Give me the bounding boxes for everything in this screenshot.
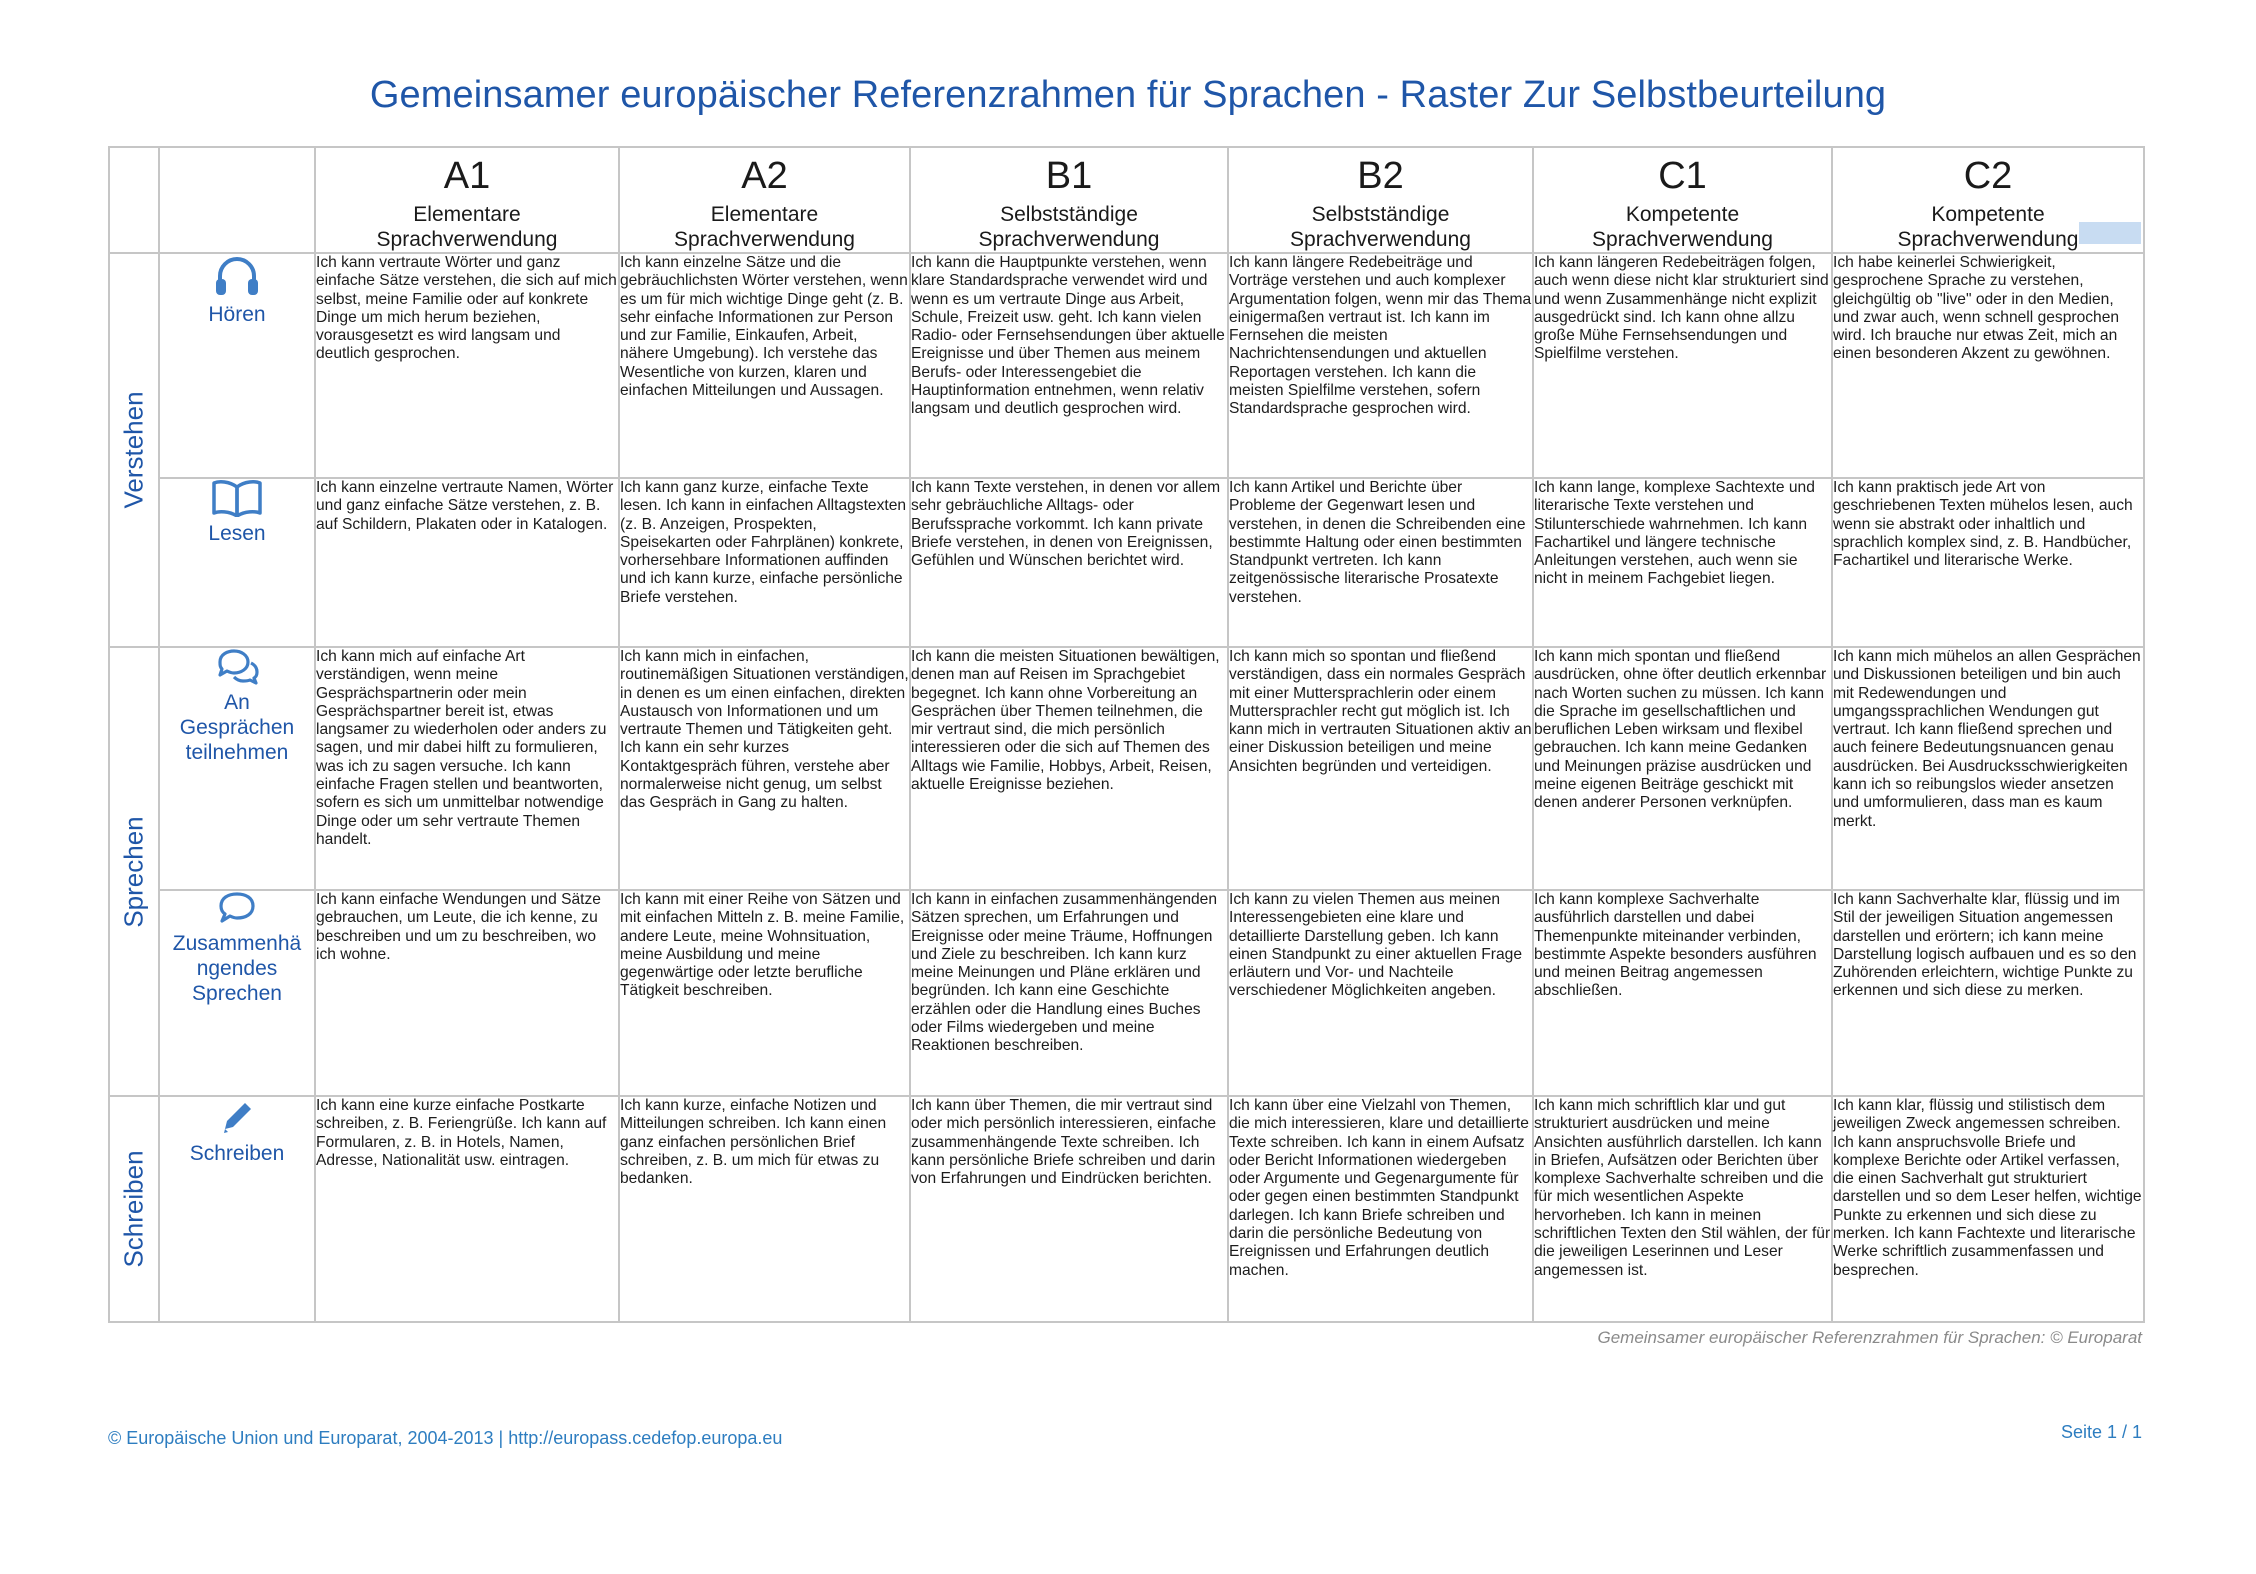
desc-gespraech-a2: Ich kann mich in einfachen, routinemäßigen Situationen verständigen, in denen es um einen einfachen, direkten Austausch von Informationen und um vertraute Themen und Tätigkeiten geht. Ich kann ein sehr kurzes Kontaktgespräch führen, verstehe aber normalerweise nicht genug, um selbst das Gespräch in Gang zu halten. bbox=[619, 647, 910, 890]
skill-label: An Gesprächen teilnehmen bbox=[179, 691, 295, 764]
row-schreiben bbox=[109, 1096, 2144, 1322]
skill-lesen bbox=[159, 478, 315, 647]
desc-hoeren-a2: Ich kann einzelne Sätze und die gebräuchlichsten Wörter verstehen, wenn es um für mich wichtige Dinge geht (z. B. sehr einfache Informationen zur Person und zur Familie, Einkaufen, Arbeit, nähere Umgebung). Ich verstehe das Wesentliche von kurzen, klaren und einfachen Mitteilungen und Aussagen. bbox=[619, 253, 910, 478]
desc-hoeren-c1: Ich kann längeren Redebeiträgen folgen, auch wenn diese nicht klar strukturiert sind und wenn Zusammenhänge nicht explizit ausgedrückt sind. Ich kann ohne allzu große Mühe Fernsehsendungen und Spielfilme verstehen. bbox=[1533, 253, 1832, 478]
skill-label: Schreiben bbox=[189, 1142, 285, 1165]
desc-hoeren-b2: Ich kann längere Redebeiträge und Vorträge verstehen und auch komplexer Argumentation folgen, wenn mir das Thema einigermaßen vertraut ist. Ich kann im Fernsehen die meisten Nachrichtensendungen und aktuellen Reportagen verstehen. Ich kann die meisten Spielfilme verstehen, sofern Standardsprache gesprochen wird. bbox=[1228, 253, 1533, 478]
desc-gespraech-c1: Ich kann mich spontan und fließend ausdrücken, ohne öfter deutlich erkennbar nach Worten suchen zu müssen. Ich kann die Sprache im gesellschaftlichen und beruflichen Leben wirksam und flexibel gebrauchen. Ich kann meine Gedanken und Meinungen präzise ausdrücken und meine eigenen Beiträge geschickt mit denen anderer Personen verknüpfen. bbox=[1533, 647, 1832, 890]
skill-hoeren bbox=[159, 253, 315, 478]
page-title: Gemeinsamer europäischer Referenzrahmen für Sprachen - Raster Zur Selbstbeurteilung bbox=[369, 74, 1887, 116]
desc-lesen-a2: Ich kann ganz kurze, einfache Texte lesen. Ich kann in einfachen Alltagstexten (z. B. Anzeigen, Prospekten, Speisekarten oder Fahrplänen) konkrete, vorhersehbare Informationen auffinden und ich kann kurze, einfache persönliche Briefe verstehen. bbox=[619, 478, 910, 647]
page-number: Seite 1 / 1 bbox=[2060, 1422, 2142, 1442]
skill-gespraech bbox=[159, 647, 315, 890]
skill-label-line: Sprechen bbox=[192, 982, 282, 1005]
row-zusammen bbox=[109, 890, 2144, 1096]
desc-zusammen-b2: Ich kann zu vielen Themen aus meinen Interessengebieten eine klare und detaillierte Darstellung geben. Ich kann einen Standpunkt zu einer aktuellen Frage erläutern und Vor- und Nachteile verschiedener Möglichkeiten angeben. bbox=[1228, 890, 1533, 1096]
desc-schreiben-b2: Ich kann über eine Vielzahl von Themen, die mich interessieren, klare und detaillierte Texte schreiben. Ich kann in einem Aufsatz oder Bericht Informationen wiedergeben oder Argumente und Gegenargumente für oder gegen einen bestimmten Standpunkt darlegen. Ich kann Briefe schreiben und darin die persönliche Bedeutung von Ereignissen und Erfahrungen deutlich machen. bbox=[1228, 1096, 1533, 1322]
desc-lesen-b2: Ich kann Artikel und Berichte über Probleme der Gegenwart lesen und verstehen, in denen die Schreibenden eine bestimmte Haltung oder einen bestimmten Standpunkt vertreten. Ich kann zeitgenössische literarische Prosatexte verstehen. bbox=[1228, 478, 1533, 647]
self-assessment-grid bbox=[108, 146, 2145, 1323]
selection-highlight bbox=[2079, 222, 2141, 244]
header-row bbox=[109, 147, 2144, 253]
desc-lesen-c1: Ich kann lange, komplexe Sachtexte und literarische Texte verstehen und Stilunterschiede wahrnehmen. Ich kann Fachartikel und längere technische Anleitungen verstehen, auch wenn sie nicht in meinem Fachgebiet liegen. bbox=[1533, 478, 1832, 647]
level-header-a2: A2 Elementare Sprachverwendung bbox=[619, 147, 910, 253]
copyright-note: Gemeinsamer europäischer Referenzrahmen für Sprachen: © Europarat bbox=[1597, 1328, 2142, 1347]
group-sprechen: Sprechen bbox=[109, 647, 159, 1096]
desc-zusammen-a1: Ich kann einfache Wendungen und Sätze gebrauchen, um Leute, die ich kenne, zu beschreiben und um zu beschreiben, wo ich wohne. bbox=[315, 890, 619, 1096]
chat-bubbles-icon bbox=[214, 648, 260, 686]
skill-label: Hören bbox=[208, 303, 266, 326]
skill-schreiben bbox=[159, 1096, 315, 1322]
skill-zusammen bbox=[159, 890, 315, 1096]
row-hoeren bbox=[109, 253, 2144, 478]
headphones-icon bbox=[212, 254, 262, 298]
desc-gespraech-b1: Ich kann die meisten Situationen bewältigen, denen man auf Reisen im Sprachgebiet begegnet. Ich kann ohne Vorbereitung an Gesprächen über Themen teilnehmen, die mir vertraut sind, die mich persönlich interessieren oder die sich auf Themen des Alltags wie Familie, Hobbys, Arbeit, Reisen, aktuelle Ereignisse beziehen. bbox=[910, 647, 1228, 890]
desc-schreiben-a1: Ich kann eine kurze einfache Postkarte schreiben, z. B. Feriengrüße. Ich kann auf Formularen, z. B. in Hotels, Namen, Adresse, Nationalität usw. eintragen. bbox=[315, 1096, 619, 1322]
open-book-icon bbox=[211, 479, 263, 517]
row-lesen bbox=[109, 478, 2144, 647]
desc-schreiben-b1: Ich kann über Themen, die mir vertraut sind oder mich persönlich interessieren, einfache zusammenhängende Texte schreiben. Ich kann persönliche Briefe schreiben und darin von Erfahrungen und Eindrücken berichten. bbox=[910, 1096, 1228, 1322]
skill-label-line: ngendes bbox=[196, 957, 278, 980]
desc-zusammen-b1: Ich kann in einfachen zusammenhängenden Sätzen sprechen, um Erfahrungen und Ereignisse oder meine Träume, Hoffnungen und Ziele zu beschreiben. Ich kann kurz meine Meinungen und Pläne erklären und begründen. Ich kann eine Geschichte erzählen oder die Handlung eines Buches oder Films wiedergeben und meine Reaktionen beschreiben. bbox=[910, 890, 1228, 1096]
level-header-c1: C1 Kompetente Sprachverwendung bbox=[1533, 147, 1832, 253]
desc-hoeren-a1: Ich kann vertraute Wörter und ganz einfache Sätze verstehen, die sich auf mich selbst, meine Familie oder auf konkrete Dinge um mich herum beziehen, vorausgesetzt es wird langsam und deutlich gesprochen. bbox=[315, 253, 619, 478]
desc-schreiben-c1: Ich kann mich schriftlich klar und gut strukturiert ausdrücken und meine Ansichten ausführlich darstellen. Ich kann in Briefen, Aufsätzen oder Berichten über komplexe Sachverhalte schreiben und die für mich wesentlichen Aspekte hervorheben. Ich kann in meinen schriftlichen Texten den Stil wählen, der für die jeweiligen Leserinnen und Leser angemessen ist. bbox=[1533, 1096, 1832, 1322]
group-schreiben: Schreiben bbox=[109, 1096, 159, 1322]
level-header-c2: C2 Kompetente Sprachverwendung bbox=[1832, 147, 2144, 253]
desc-lesen-c2: Ich kann praktisch jede Art von geschriebenen Texten mühelos lesen, auch wenn sie abstrakt oder inhaltlich und sprachlich komplex sind, z. B. Handbücher, Fachartikel und literarische Werke. bbox=[1832, 478, 2144, 647]
desc-hoeren-c2: Ich habe keinerlei Schwierigkeit, gesprochene Sprache zu verstehen, gleichgültig ob "live" oder in den Medien, und zwar auch, wenn schnell gesprochen wird. Ich brauche nur etwas Zeit, mich an einen besonderen Akzent zu gewöhnen. bbox=[1832, 253, 2144, 478]
desc-zusammen-c2: Ich kann Sachverhalte klar, flüssig und im Stil der jeweiligen Situation angemessen darstellen und erörtern; ich kann meine Darstellung logisch aufbauen und es so den Zuhörenden erleichtern, wichtige Punkte zu erkennen und sich diese zu merken. bbox=[1832, 890, 2144, 1096]
skill-label-line: Zusammenhä bbox=[172, 932, 302, 955]
desc-lesen-b1: Ich kann Texte verstehen, in denen vor allem sehr gebräuchliche Alltags- oder Berufssprache vorkommt. Ich kann private Briefe verstehen, in denen von Ereignissen, Gefühlen und Wünschen berichtet wird. bbox=[910, 478, 1228, 647]
speech-bubble-icon bbox=[216, 891, 258, 927]
header-corner-empty bbox=[109, 147, 159, 253]
row-gespraech bbox=[109, 647, 2144, 890]
header-skill-empty bbox=[159, 147, 315, 253]
desc-zusammen-a2: Ich kann mit einer Reihe von Sätzen und mit einfachen Mitteln z. B. meine Familie, andere Leute, meine Wohnsituation, meine Ausbildung und meine gegenwärtige oder letzte berufliche Tätigkeit beschreiben. bbox=[619, 890, 910, 1096]
desc-schreiben-c2: Ich kann klar, flüssig und stilistisch dem jeweiligen Zweck angemessen schreiben. Ich kann anspruchsvolle Briefe und komplexe Berichte oder Artikel verfassen, die einen Sachverhalt gut strukturiert darstellen und so dem Leser helfen, wichtige Punkte zu erkennen und sich diese zu merken. Ich kann Fachtexte und literarische Werke schriftlich zusammenfassen und besprechen. bbox=[1832, 1096, 2144, 1322]
level-header-a1: A1 Elementare Sprachverwendung bbox=[315, 147, 619, 253]
level-header-b1: B1 Selbstständige Sprachverwendung bbox=[910, 147, 1228, 253]
desc-gespraech-b2: Ich kann mich so spontan und fließend verständigen, dass ein normales Gespräch mit einer Muttersprachlerin oder einem Muttersprachler recht gut möglich ist. Ich kann mich in vertrauten Situationen aktiv an einer Diskussion beteiligen und meine Ansichten begründen und verteidigen. bbox=[1228, 647, 1533, 890]
desc-lesen-a1: Ich kann einzelne vertraute Namen, Wörter und ganz einfache Sätze verstehen, z. B. auf Schildern, Plakaten oder in Katalogen. bbox=[315, 478, 619, 647]
desc-zusammen-c1: Ich kann komplexe Sachverhalte ausführlich darstellen und dabei Themenpunkte miteinander verbinden, bestimmte Aspekte besonders ausführen und meinen Beitrag angemessen abschließen. bbox=[1533, 890, 1832, 1096]
footer-link[interactable]: © Europäische Union und Europarat, 2004-2013 | http://europass.cedefop.europa.eu bbox=[108, 1428, 783, 1448]
pencil-icon bbox=[217, 1097, 257, 1137]
desc-gespraech-c2: Ich kann mich mühelos an allen Gesprächen und Diskussionen beteiligen und bin auch mit Redewendungen und umgangssprachlichen Wendungen gut vertraut. Ich kann fließend sprechen und auch feinere Bedeutungsnuancen genau ausdrücken. Bei Ausdrucksschwierigkeiten kann ich so reibungslos wieder ansetzen und umformulieren, dass man es kaum merkt. bbox=[1832, 647, 2144, 890]
skill-label: Lesen bbox=[208, 522, 266, 545]
desc-schreiben-a2: Ich kann kurze, einfache Notizen und Mitteilungen schreiben. Ich kann einen ganz einfachen persönlichen Brief schreiben, z. B. um mich für etwas zu bedanken. bbox=[619, 1096, 910, 1322]
desc-gespraech-a1: Ich kann mich auf einfache Art verständigen, wenn meine Gesprächspartnerin oder mein Gesprächspartner bereit ist, etwas langsamer zu wiederholen oder anders zu sagen, und mir dabei hilft zu formulieren, was ich zu sagen versuche. Ich kann einfache Fragen stellen und beantworten, sofern es sich um unmittelbar notwendige Dinge oder um sehr vertraute Themen handelt. bbox=[315, 647, 619, 890]
level-header-b2: B2 Selbstständige Sprachverwendung bbox=[1228, 147, 1533, 253]
desc-hoeren-b1: Ich kann die Hauptpunkte verstehen, wenn klare Standardsprache verwendet wird und wenn es um vertraute Dinge aus Arbeit, Schule, Freizeit usw. geht. Ich kann vielen Radio- oder Fernsehsendungen über aktuelle Ereignisse und über Themen aus meinem Berufs- oder Interessengebiet die Hauptinformation entnehmen, wenn relativ langsam und deutlich gesprochen wird. bbox=[910, 253, 1228, 478]
group-verstehen: Verstehen bbox=[109, 253, 159, 647]
